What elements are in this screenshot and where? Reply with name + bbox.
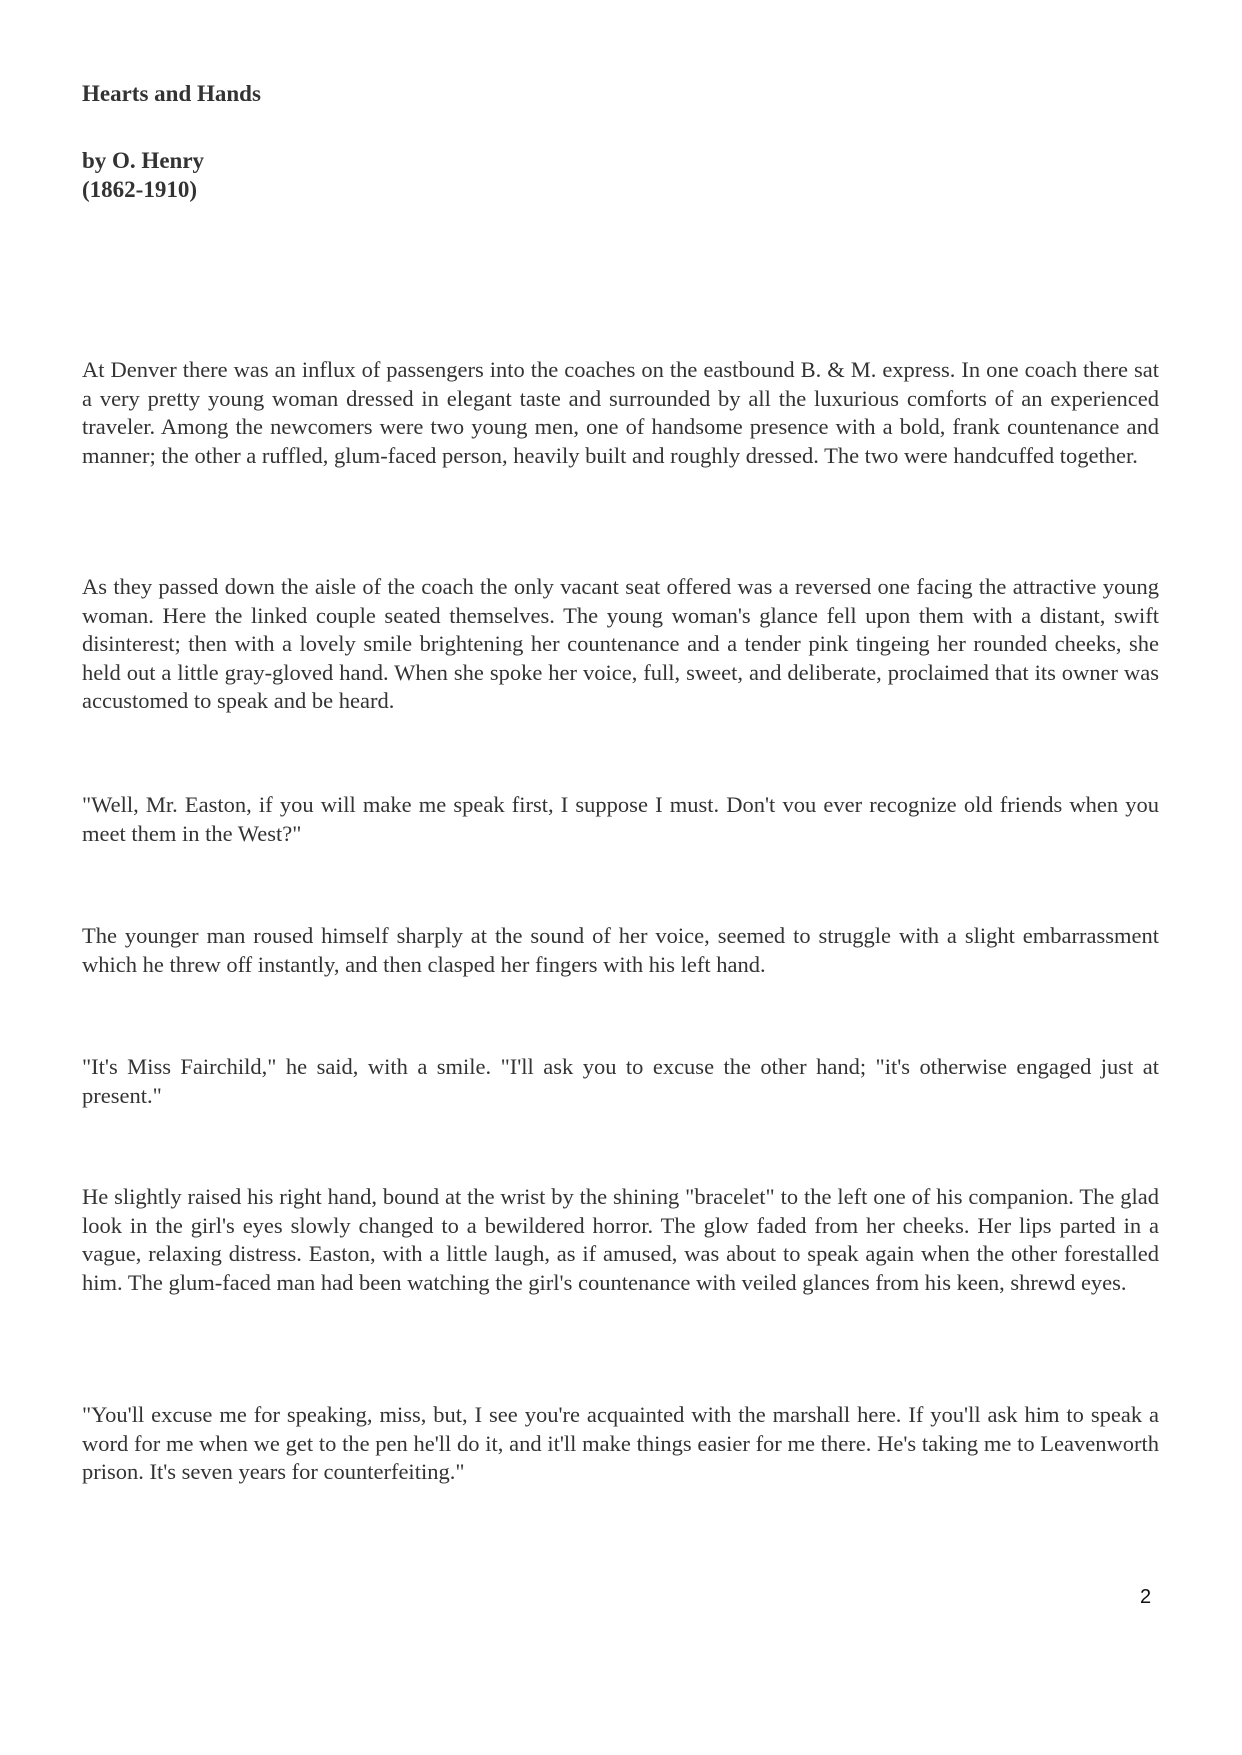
paragraph: At Denver there was an influx of passengers into the coaches on the eastbound B. & M. express. In one coach there sat a very pretty young woman dressed in elegant taste and surrounded by all the luxurious comforts of an experienced traveler. Among the newcomers were two young men, one of handsome presence with a bold, frank countenance and manner; the other a ruffled, glum-faced person, heavily built and roughly dressed. The two were handcuffed together. — [82, 357, 1159, 468]
page-number: 2 — [1140, 1586, 1152, 1608]
story-title: Hearts and Hands — [82, 81, 261, 106]
author-name: by O. Henry — [82, 148, 205, 173]
paragraph: He slightly raised his right hand, bound at the wrist by the shining "bracelet" to the left one of his companion. The glad look in the girl's eyes slowly changed to a bewildered horror. The glow faded from her cheeks. Her lips parted in a vague, relaxing distress. Easton, with a little laugh, as if amused, was about to speak again when the other forestalled him. The glum-faced man had been watching the girl's countenance with veiled glances from his keen, shrewd eyes. — [82, 1184, 1159, 1295]
paragraph: "You'll excuse me for speaking, miss, but, I see you're acquainted with the marshall here. If you'll ask him to speak a word for me when we get to the pen he'll do it, and it'll make things easier for me there. He's taking me to Leavenworth prison. It's seven years for counterfeiting." — [82, 1402, 1159, 1485]
paragraph: "Well, Mr. Easton, if you will make me speak first, I suppose I must. Don't vou ever recognize old friends when you meet them in the West?" — [82, 792, 1159, 846]
paragraph: "It's Miss Fairchild," he said, with a smile. "I'll ask you to excuse the other hand; "it's otherwise engaged just at present." — [82, 1054, 1159, 1108]
paragraph: As they passed down the aisle of the coach the only vacant seat offered was a reversed one facing the attractive young woman. Here the linked couple seated themselves. The young woman's glance fell upon them with a distant, swift disinterest; then with a lovely smile brightening her countenance and a tender pink tingeing her rounded cheeks, she held out a little gray-gloved hand. When she spoke her voice, full, sweet, and deliberate, proclaimed that its owner was accustomed to speak and be heard. — [82, 574, 1159, 714]
byline — [82, 146, 204, 204]
paragraph: The younger man roused himself sharply at the sound of her voice, seemed to struggle with a slight embarrassment which he threw off instantly, and then clasped her fingers with his left hand. — [82, 923, 1159, 977]
author-dates: (1862-1910) — [82, 177, 197, 202]
